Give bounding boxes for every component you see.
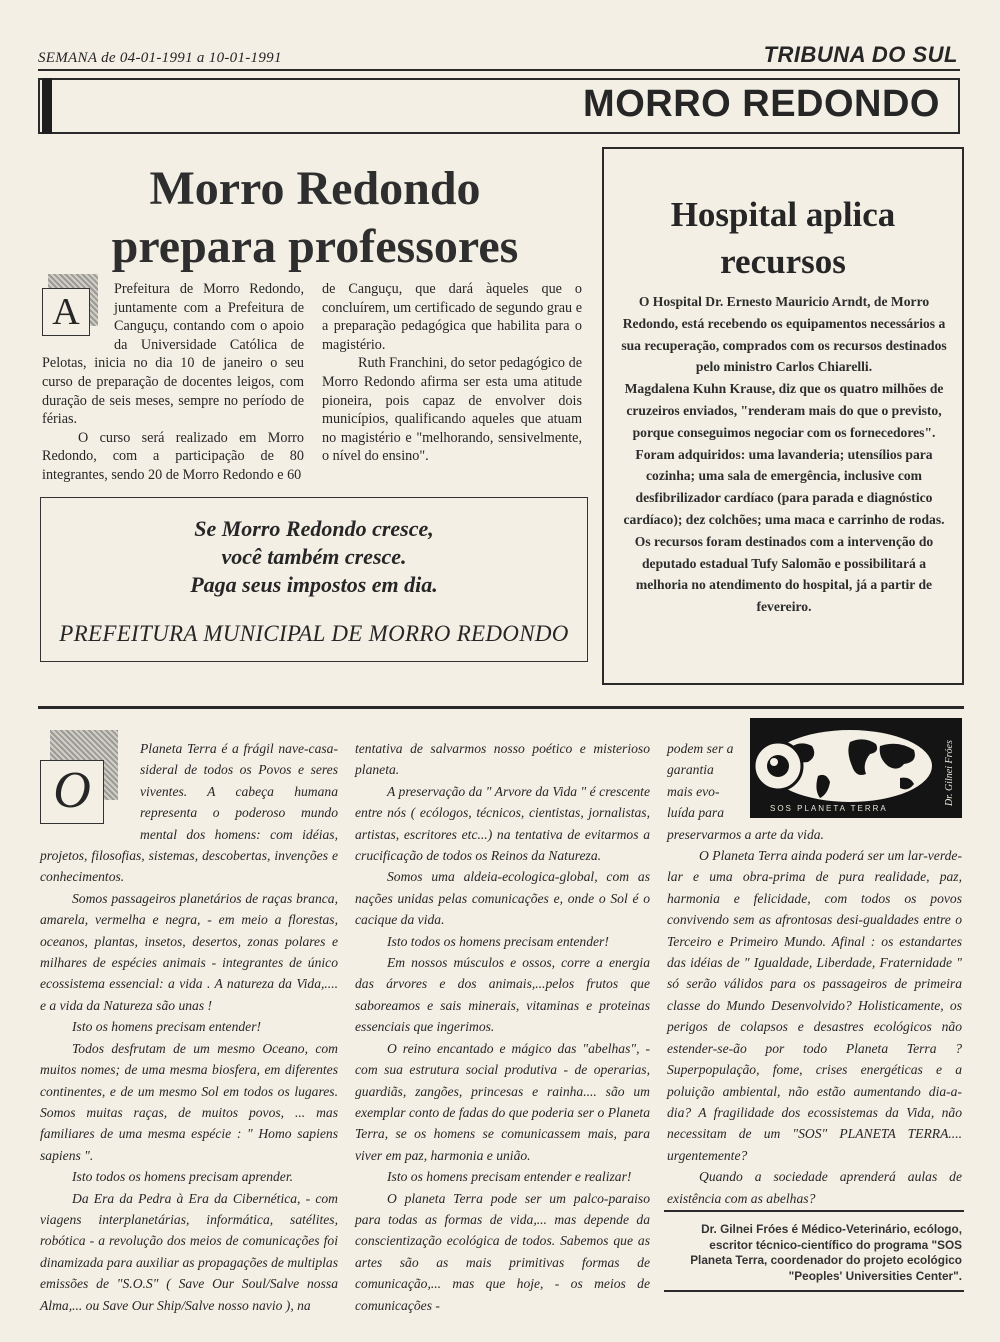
hospital-body (618, 291, 950, 618)
paragraph-short-lines (667, 738, 747, 824)
bio-rule-bottom (664, 1290, 964, 1292)
paragraph: de Canguçu, que dará àqueles que o concluírem, um certificado de segundo grau e a preparação pedagógica que habilita para o magistério. (322, 281, 582, 353)
ad-line-3: Paga seus impostos em dia. (190, 572, 438, 597)
logo-caption: SOS PLANETA TERRA (770, 804, 888, 813)
paragraph: O curso será realizado em Morro Redondo, com a participação de 80 integrantes, sendo 20 de Morro Redondo e 60 (42, 429, 304, 483)
paragraph: Os recursos foram destinados com a intervenção do deputado estadual Tufy Salomão e possibilitará a melhoria no atendimento do hospital, já a partir de fevereiro. (634, 533, 934, 615)
text-line: mais evo- (667, 783, 720, 799)
planeta-column-2 (355, 738, 650, 1316)
text-line: garantia (667, 762, 714, 778)
text-line: luída para (667, 805, 725, 821)
signature-text (938, 730, 958, 810)
paragraph: Planeta Terra é a frágil nave-casa-sideral de todos os Povos e seres viventes. A cabeça humana representa o poderoso mundo mental dos homens: com idéias, projetos, filosofias, sistemas, descobertas, invenções e conhecimentos. (40, 741, 338, 885)
paragraph: A preservação da " Arvore da Vida " é crescente entre nós ( ecólogos, técnicos, cientistas, jornalistas, artistas, escritores etc...) na tentativa de evitarmos a crucificação de todos os Reinos da Natureza. (355, 783, 650, 864)
paragraph: O Planeta Terra ainda poderá ser um lar-verde-lar e uma obra-prima de pura realidade, paz, harmonia e felicidade, com todos os povos convivendo sem as afrontosas desi-gualdades entre o Terceiro e Primeiro Mundo. Afinal : os estandartes das idéias de " Igualdade, Liberdade, Fraternidade " só serão válidos para os passageiros de primeira classe do Mundo Desenvolvido? Holisticamente, os perigos de colapsos e desastres ecológicos não estender-se-ão por todo Planeta Terra ? Superpopulação, fome, crises energéticas e a poluição ambiental, não estão aumentando dia-a-dia? A fragilidade dos ecossistemas da Vida, não necessitam de um "SOS" PLANETA TERRA.... urgentemente? (667, 848, 962, 1163)
logo-signature-text: Dr. Gilnei Fróes (944, 740, 955, 806)
section-banner (38, 78, 960, 134)
paragraph: Quando a sociedade aprenderá aulas de existência com as abelhas? (667, 1169, 962, 1206)
paragraph: Em nossos músculos e ossos, corre a energia das árvores e dos animais,...pelos frutos que saboreamos e sais minerais, vitaminas e proteinas essenciais que ingerimos. (355, 955, 650, 1035)
planeta-column-1 (40, 738, 338, 1316)
paragraph: O reino encantado e mágico das "abelhas", - com sua estrutura social produtiva - de operarias, guardiãs, zangões, princesas e rainha.... são um exemplar conto de fadas do que poderia ser o Planeta Terra, se os homens se comunicassem mais, para viver em paz, harmonia e união. (355, 1040, 650, 1163)
header-rule (38, 69, 960, 71)
ad-line-1: Se Morro Redondo cresce, (194, 516, 434, 541)
hospital-headline (604, 191, 962, 285)
section-title: MORRO REDONDO (583, 83, 940, 125)
headline-line-1: Morro Redondo (149, 162, 481, 215)
paragraph: tentativa de salvarmos nosso poético e misterioso planeta. (355, 741, 650, 778)
paragraph: Da Era da Pedra à Era da Cibernética, - com viagens interplanetárias, informática, satélites, robótica - a revolução dos meios de comunicações foi dinamizada para auxiliar as propagações de multiplas emissões de "S.O.S" ( Save Our Soul/Salve nossa Alma,... ou Save Our Ship/Salve nosso navio ), na (40, 1190, 338, 1313)
sos-planeta-logo (750, 718, 962, 818)
drop-cap (42, 282, 106, 338)
tax-advertisement (40, 497, 588, 662)
paragraph: Ruth Franchini, do setor pedagógico de Morro Redondo afirma ser esta uma atitude pioneira, pois capaz de envolver dois municípios, qualificando aqueles que atuam no magistério e "melhorando, sensivelmente, o nível do ensino". (322, 355, 582, 465)
text-line: podem ser a (667, 741, 734, 756)
author-bio: Dr. Gilnei Fróes é Médico-Veterinário, ecólogo, escritor técnico-científico do programa "SOS Planeta Terra, coordenador do projeto ecológico "Peoples' Universities Center". (690, 1222, 962, 1283)
section-banner-bar (42, 78, 52, 134)
paragraph: Somos passageiros planetários de raças branca, amarela, vermelha e negra, - em meio a florestas, oceanos, plantas, insetos, desertos, zonas polares e milhares de espécies animais - integrantes de único ecossistema essencial: a vida . A natureza da Vida,.... e a vida da Natureza são unas ! (40, 890, 338, 1013)
paragraph: Isto todos os homens precisam entender! (387, 933, 609, 949)
paragraph: Isto todos os homens precisam aprender. (72, 1169, 294, 1185)
headline-line-2: prepara professores (111, 220, 519, 273)
paragraph: Isto os homens precisam entender! (72, 1019, 262, 1035)
issue-date: SEMANA de 04-01-1991 a 10-01-1991 (38, 50, 282, 66)
paragraph: Prefeitura de Morro Redondo, juntamente com a Prefeitura de Canguçu, contando com o apoio da Universidade Católica de Pelotas, inicia no dia 10 de janeiro o seu curso de preparação de docentes leigos, com duração de seis meses, sempre no período de férias. (42, 281, 304, 428)
earth-eye-icon (750, 718, 962, 818)
bio-rule-top (664, 1210, 964, 1212)
paragraph: Magdalena Kuhn Krause, diz que os quatro milhões de cruzeiros enviados, "renderam mais do que o previsto, porque conseguimos negociar com os fornecedores". (624, 381, 944, 440)
ad-organization: PREFEITURA MUNICIPAL DE MORRO REDONDO (59, 621, 569, 646)
paragraph: Somos uma aldeia-ecologica-global, com as nações unidas pelas comunicações e, onde o Sol é o cacique da vida. (355, 869, 650, 928)
article-column-2 (322, 280, 582, 466)
hospital-headline-line-1: Hospital aplica (670, 195, 896, 234)
section-divider (38, 706, 964, 709)
article-column-1 (42, 280, 304, 485)
paragraph: Isto os homens precisam entender e realizar! (387, 1169, 632, 1185)
paragraph: Foram adquiridos: uma lavanderia; utensílios para cozinha; uma sala de emergência, inclusive com desfibrilizador cardíaco (para parada e diagnóstico cardíaco); dez colchões; uma maca e carrinho de rodas. (623, 446, 945, 527)
hospital-article-box (602, 147, 964, 685)
drop-cap (40, 740, 130, 836)
drop-cap-letter: O (40, 760, 104, 824)
paragraph: O Hospital Dr. Ernesto Mauricio Arndt, de Morro Redondo, está recebendo os equipamentos necessários a sua recuperação, comprados com os recursos destinados pelo ministro Carlos Chiarelli. (621, 294, 947, 375)
hospital-headline-line-2: recursos (720, 242, 846, 281)
logo-signature (938, 730, 958, 810)
paragraph: Todos desfrutam de um mesmo Oceano, com muitos nomes; de uma mesma biosfera, em diferentes continentes, e de um mesmo Sol em todos os lugares. Somos muitas raças, de muitos povos, ... mas familiares de uma mesma espécie : " Homo sapiens sapiens ". (40, 1040, 338, 1163)
paragraph: preservarmos a arte da vida. (667, 826, 824, 842)
article-headline (40, 160, 590, 276)
drop-cap-letter: A (42, 288, 90, 336)
ad-line-2: você também cresce. (221, 544, 407, 569)
paragraph: O planeta Terra pode ser um palco-paraiso para todas as formas de vida,... mas depende da conscientização ecológica de todos. Sabemos que as artes são as mais primitivas formas de comunicação,... mas que hoje, - os meios de comunicações - (355, 1190, 650, 1313)
newspaper-name: TRIBUNA DO SUL (763, 42, 958, 67)
